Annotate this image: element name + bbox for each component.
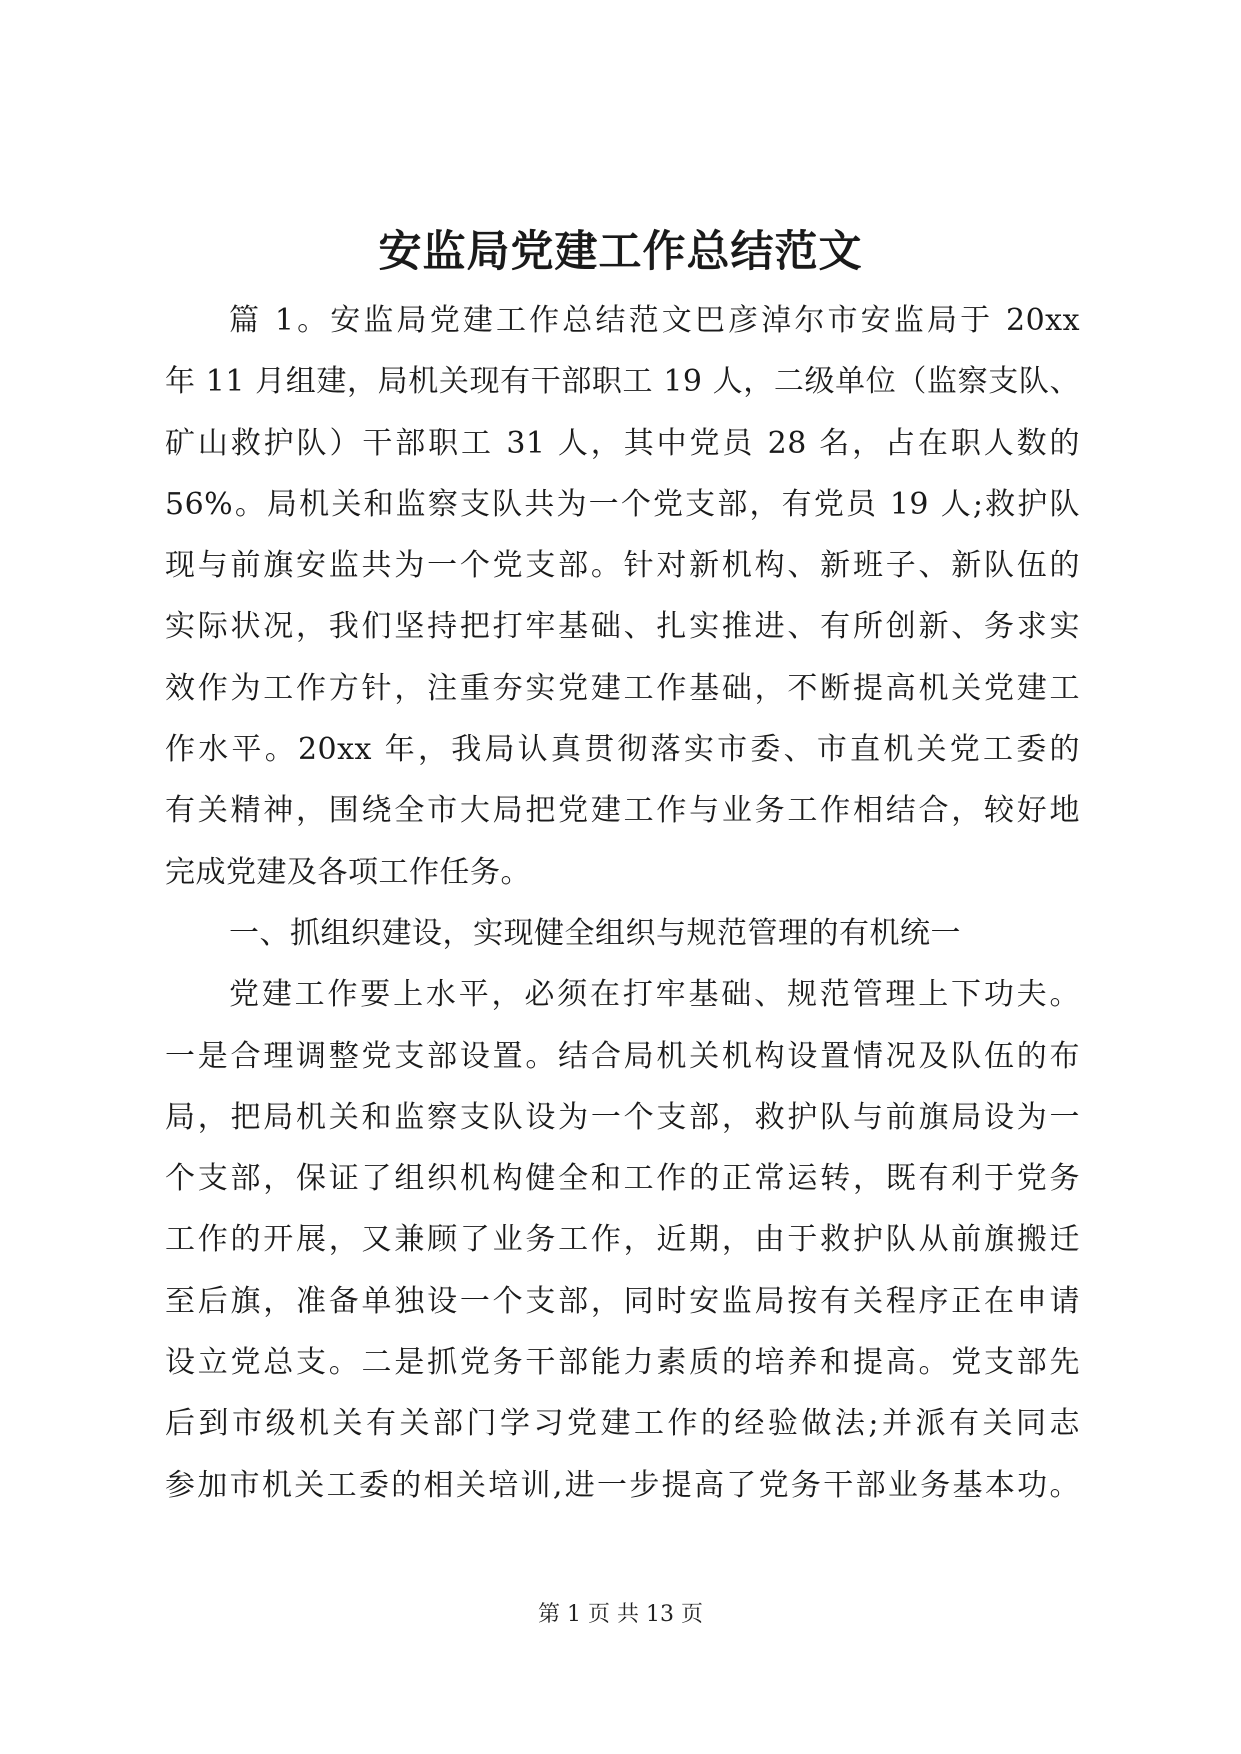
text-line: 篇 1。安监局党建工作总结范文巴彦淖尔市安监局于 20xx [229,303,1080,338]
text-line: 一是合理调整党支部设置。结合局机关机构设置情况及队伍的布 [165,1038,1080,1074]
text-line: 作水平。20xx 年，我局认真贯彻落实市委、市直机关党工委的 [165,732,1080,768]
text-line: 参加市机关工委的相关培训,进一步提高了党务干部业务基本功。 [165,1467,1080,1503]
text-line: 56%。局机关和监察支队共为一个党支部，有党员 19 人;救护队 [165,486,1080,522]
text-line: 完成党建及各项工作任务。 [165,854,531,890]
text-line: 工作的开展，又兼顾了业务工作，近期，由于救护队从前旗搬迁 [165,1222,1080,1258]
text-line: 至后旗，准备单独设一个支部，同时安监局按有关程序正在申请 [165,1283,1080,1319]
text-line: 一、抓组织建设，实现健全组织与规范管理的有机统一 [229,915,961,951]
text-line: 后到市级机关有关部门学习党建工作的经验做法;并派有关同志 [165,1406,1080,1442]
text-line: 效作为工作方针，注重夯实党建工作基础，不断提高机关党建工 [165,670,1080,706]
text-line: 有关精神，围绕全市大局把党建工作与业务工作相结合，较好地 [165,793,1080,829]
text-line: 实际状况，我们坚持把打牢基础、扎实推进、有所创新、务求实 [165,609,1080,645]
text-line: 党建工作要上水平，必须在打牢基础、规范管理上下功夫。 [229,977,1080,1013]
document-title: 安监局党建工作总结范文 [378,227,863,277]
text-line: 个支部，保证了组织机构健全和工作的正常运转，既有利于党务 [165,1161,1080,1197]
document-body [165,290,1080,1516]
text-line: 年 11 月组建，局机关现有干部职工 19 人，二级单位（监察支队、 [165,364,1080,400]
page-indicator: 第 1 页 共 13 页 [538,1602,703,1627]
text-line: 设立党总支。二是抓党务干部能力素质的培养和提高。党支部先 [165,1345,1080,1381]
text-line: 现与前旗安监共为一个党支部。针对新机构、新班子、新队伍的 [165,548,1080,584]
text-line: 局，把局机关和监察支队设为一个支部，救护队与前旗局设为一 [165,1099,1080,1135]
text-line: 矿山救护队）干部职工 31 人，其中党员 28 名，占在职人数的 [165,425,1080,461]
